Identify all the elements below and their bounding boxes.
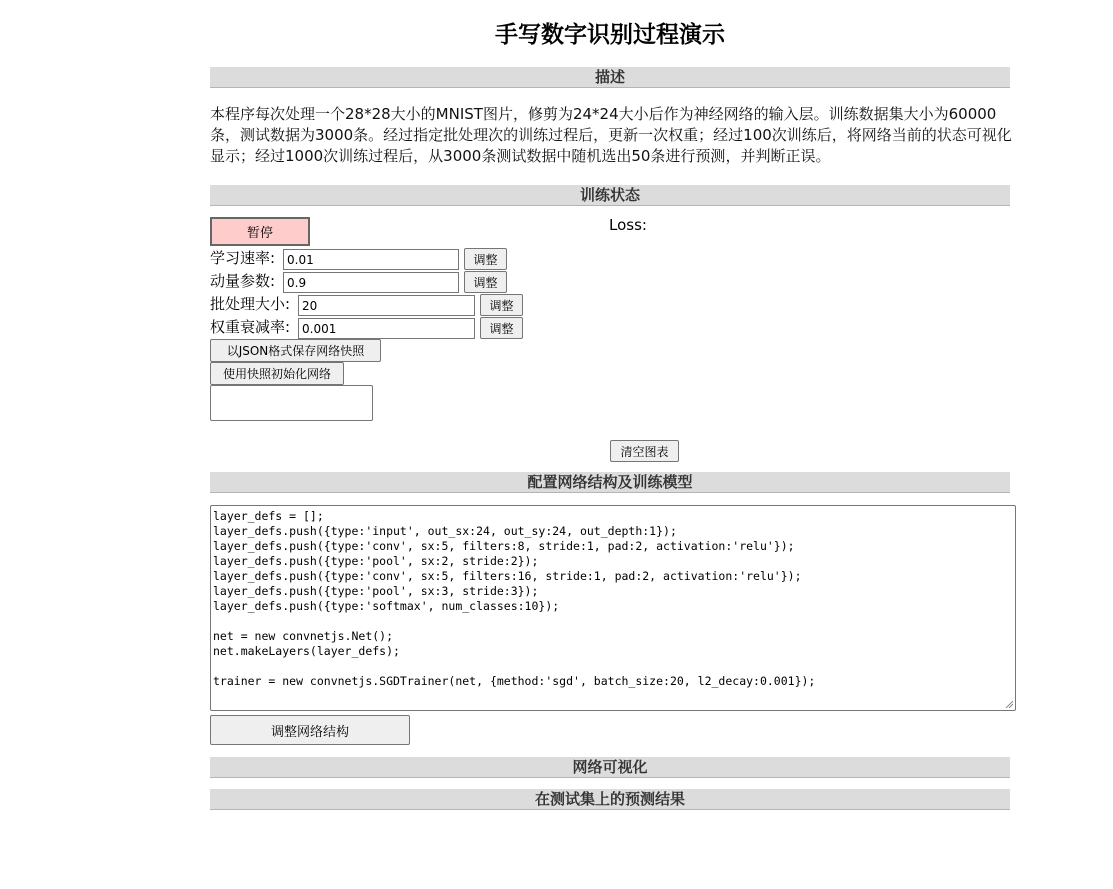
description-text: 本程序每次处理一个28*28大小的MNIST图片，修剪为24*24大小后作为神经网络的输入层。训练数据集大小为60000条，测试数据为3000条。经过指定批处理次的训练过程后，更新一次权重；经过100次训练后，将网络当前的状态可视化显示；经过1000次训练过程后，从3000条测试数据中随机选出50条进行预测，并判断正误。 xyxy=(210,105,1012,165)
page-title: 手写数字识别过程演示 xyxy=(495,22,725,48)
section-header-training-status: 训练状态 xyxy=(210,185,1010,206)
apply-network-button[interactable]: 调整网络结构 xyxy=(210,715,410,745)
section-header-description: 描述 xyxy=(210,67,1010,88)
snapshot-textarea[interactable] xyxy=(210,385,373,421)
learning-rate-input[interactable] xyxy=(283,249,459,270)
loss-label: Loss: xyxy=(609,216,647,234)
pause-button[interactable]: 暂停 xyxy=(210,217,310,246)
weight-decay-input[interactable] xyxy=(298,318,475,339)
network-config-code[interactable]: layer_defs = []; layer_defs.push({type:'input', out_sx:24, out_sy:24, out_depth:1}); layer_defs.push({type:'conv', sx:5, filters:8, stride:1, pad:2, activation:'relu'}); layer_defs.push({type:'pool', sx:2, stride:2}); layer_defs.push({type:'conv', sx:5, filters:16, stride:1, pad:2, activation:'relu'}); layer_defs.push({type:'pool', sx:3, stride:3}); layer_defs.push({type:'softmax', num_classes:10}); net = new convnetjs.Net(); net.makeLayers(layer_defs); trainer = new convnetjs.SGDTrainer(net, {method:'sgd', batch_size:20, l2_decay:0.001}); xyxy=(210,505,1016,711)
weight-decay-label: 权重衰减率: xyxy=(210,318,291,336)
momentum-adjust-button[interactable]: 调整 xyxy=(464,271,507,293)
momentum-input[interactable] xyxy=(283,272,459,293)
save-snapshot-button[interactable]: 以JSON格式保存网络快照 xyxy=(210,339,381,362)
section-header-config: 配置网络结构及训练模型 xyxy=(210,472,1010,493)
init-from-snapshot-button[interactable]: 使用快照初始化网络 xyxy=(210,362,344,385)
batch-size-input[interactable] xyxy=(298,295,475,316)
weight-decay-adjust-button[interactable]: 调整 xyxy=(480,317,523,339)
section-header-visualization: 网络可视化 xyxy=(210,757,1010,778)
learning-rate-adjust-button[interactable]: 调整 xyxy=(464,248,507,270)
learning-rate-label: 学习速率: xyxy=(210,249,276,267)
resize-grip-icon[interactable] xyxy=(1005,700,1013,708)
batch-size-adjust-button[interactable]: 调整 xyxy=(480,294,523,316)
momentum-label: 动量参数: xyxy=(210,272,276,290)
section-header-test-results: 在测试集上的预测结果 xyxy=(210,789,1010,810)
clear-chart-button[interactable]: 清空图表 xyxy=(610,440,679,462)
batch-size-label: 批处理大小: xyxy=(210,295,291,313)
